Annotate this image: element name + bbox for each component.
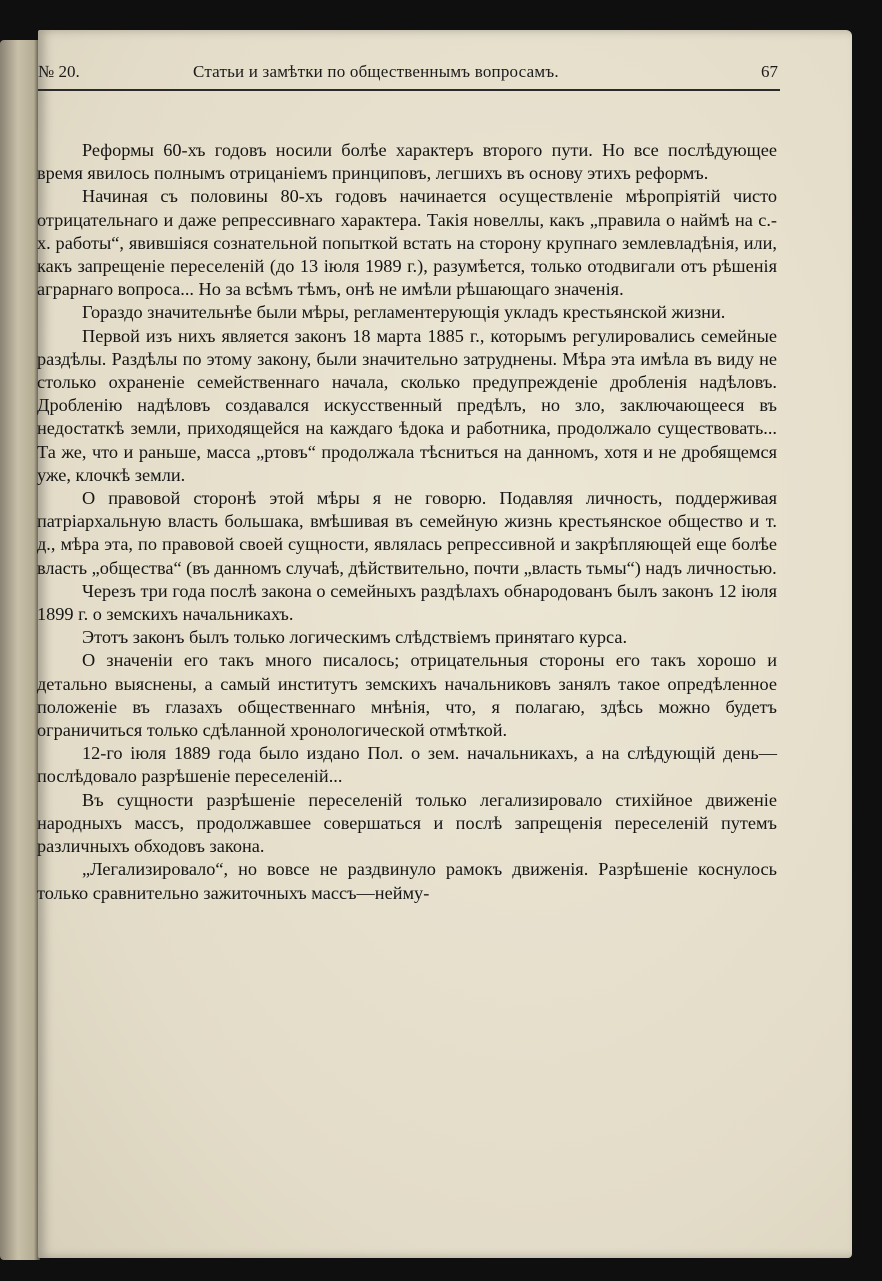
header-rule [38,89,780,91]
running-title: Статьи и замѣтки по общественнымъ вопросамъ. [193,62,559,81]
paragraph-8: О значеніи его такъ много писалось; отрицательныя стороны его такъ хорошо и детально выяснены, а самый институтъ земскихъ начальниковъ занялъ такое опредѣленное положеніе въ глазахъ общественнаго мнѣнія, что, я полагаю, здѣсь можно будетъ ограничиться только сдѣланной хронологической отмѣткой. [37,650,777,741]
paragraph-11: „Легализировало“, но вовсе не раздвинуло рамокъ движенія. Разрѣшеніе коснулось только сравнительно зажиточныхъ массъ—нейму- [37,859,777,903]
paragraph-6: Черезъ три года послѣ закона о семейныхъ раздѣлахъ обнародованъ былъ законъ 12 іюля 1899 г. о земскихъ начальникахъ. [37,580,777,625]
paragraph-7: Этотъ законъ былъ только логическимъ слѣдствіемъ принятаго курса. [82,627,628,648]
paragraph-1: Реформы 60-хъ годовъ носили болѣе характеръ второго пути. Но все послѣдующее время явилось полнымъ отрицаніемъ принциповъ, легшихъ въ основу этихъ реформъ. [37,140,777,184]
paragraph-5: О правовой сторонѣ этой мѣры я не говорю. Подавляя личность, поддерживая патріархальную власть большака, вмѣшивая въ семейную жизнь крестьянское общество и т. д., мѣра эта, по правовой своей сущности, являлась репрессивной и закрѣпляющей еще болѣе власть „общества“ (въ данномъ случаѣ, дѣйствительно, почти „власть тьмы“) надъ личностью. [37,488,777,578]
article-body [37,139,777,905]
previous-page-edge [0,40,40,1260]
paragraph-4: Первой изъ нихъ является законъ 18 марта 1885 г., которымъ регулировались семейные раздѣлы. Раздѣлы по этому закону, были значительно затруднены. Мѣра эта имѣла въ виду не столько охраненіе семейственнаго начала, сколько предупрежденіе дробленія надѣловъ. Дробленію надѣловъ создавался искусственный предѣлъ, но зло, заключающееся въ недостаткѣ земли, приходящейся на каждаго ѣдока и работника, продолжало существовать... Та же, что и раньше, масса „ртовъ“ продолжала тѣсниться на данномъ, хотя и не дробящемся уже, клочкѣ земли. [37,325,777,485]
issue-number: № 20. [38,62,80,81]
paragraph-9: 12-го іюля 1889 года было издано Пол. о зем. начальникахъ, а на слѣдующій день—послѣдовало разрѣшеніе переселеній... [37,743,777,787]
page-number: 67 [761,62,778,81]
paragraph-10: Въ сущности разрѣшеніе переселеній только легализировало стихійное движеніе народныхъ массъ, продолжавшее совершаться и послѣ запрещенія переселеній путемъ различныхъ обходовъ закона. [37,789,777,857]
paragraph-3: Гораздо значительнѣе были мѣры, регламентерующія укладъ крестьянской жизни. [82,302,726,323]
paragraph-2: Начиная съ половины 80-хъ годовъ начинается осуществленіе мѣропріятій чисто отрицательнаго и даже репрессивнаго характера. Такія новеллы, какъ „правила о наймѣ на с.-х. работы“, явившіяся сознательной попыткой встать на сторону крупнаго землевладѣнія, или, какъ запрещеніе переселеній (до 13 іюля 1989 г.), разумѣется, только отодвигали отъ рѣшенія аграрнаго вопроса... Но за всѣмъ тѣмъ, онѣ не имѣли рѣшающаго значенія. [37,186,777,300]
page-header [38,60,778,86]
